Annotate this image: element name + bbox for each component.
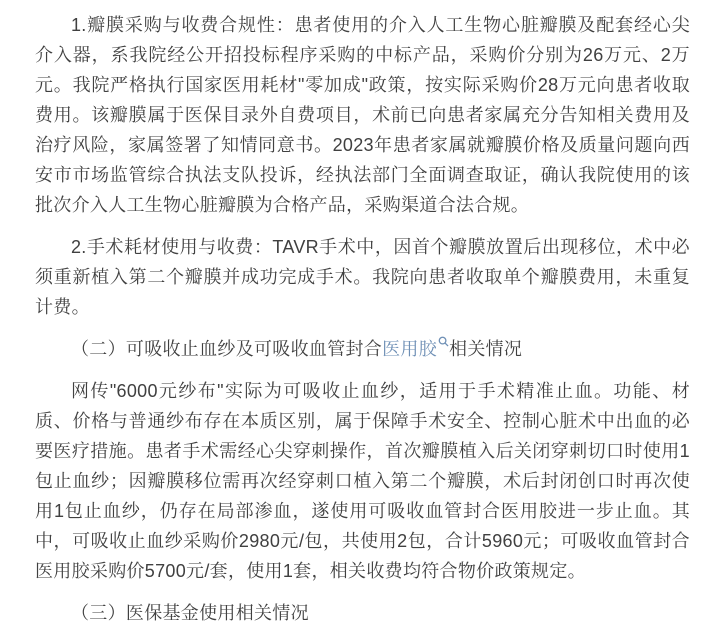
keyword-link-medical-glue[interactable]	[382, 339, 449, 359]
keyword-link-text: 医用胶	[382, 339, 438, 359]
section-2-heading-suffix: 相关情况	[449, 339, 523, 359]
paragraph-gauze-explanation: 网传"6000元纱布"实际为可吸收止血纱，适用于手术精准止血。功能、材质、价格与普通纱布存在本质区别，属于保障手术安全、控制心脏术中出血的必要医疗措施。患者手术需经心尖穿刺操作，首次瓣膜植入后关闭穿刺切口时使用1包止血纱；因瓣膜移位需再次经穿刺口植入第二个瓣膜，术后封闭创口时再次使用1包止血纱，仍存在局部渗血，遂使用可吸收血管封合医用胶进一步止血。其中，可吸收止血纱采购价2980元/包，共使用2包，合计5960元；可吸收血管封合医用胶采购价5700元/套，使用1套，相关收费均符合物价政策规定。	[35, 381, 690, 581]
paragraph-surgical-consumables: 2.手术耗材使用与收费：TAVR手术中，因首个瓣膜放置后出现移位，术中必须重新植入第二个瓣膜并成功完成手术。我院向患者收取单个瓣膜费用，未重复计费。	[35, 237, 690, 317]
section-3-heading: （三）医保基金使用相关情况	[71, 603, 309, 623]
search-icon	[438, 340, 449, 351]
section-2-heading	[35, 334, 690, 364]
paragraph-valve-procurement: 1.瓣膜采购与收费合规性：患者使用的介入人工生物心脏瓣膜及配套经心尖介入器，系我院经公开招投标程序采购的中标产品，采购价分别为26万元、2万元。我院严格执行国家医用耗材"零加成"政策，按实际采购价28万元向患者收取费用。该瓣膜属于医保目录外自费项目，术前已向患者家属充分告知相关费用及治疗风险，家属签署了知情同意书。2023年患者家属就瓣膜价格及质量问题向西安市市场监管综合执法支队投诉，经执法部门全面调查取证，确认我院使用的该批次介入人工生物心脏瓣膜为合格产品，采购渠道合法合规。	[35, 15, 690, 215]
section-2-heading-prefix: （二）可吸收止血纱及可吸收血管封合	[71, 339, 383, 359]
